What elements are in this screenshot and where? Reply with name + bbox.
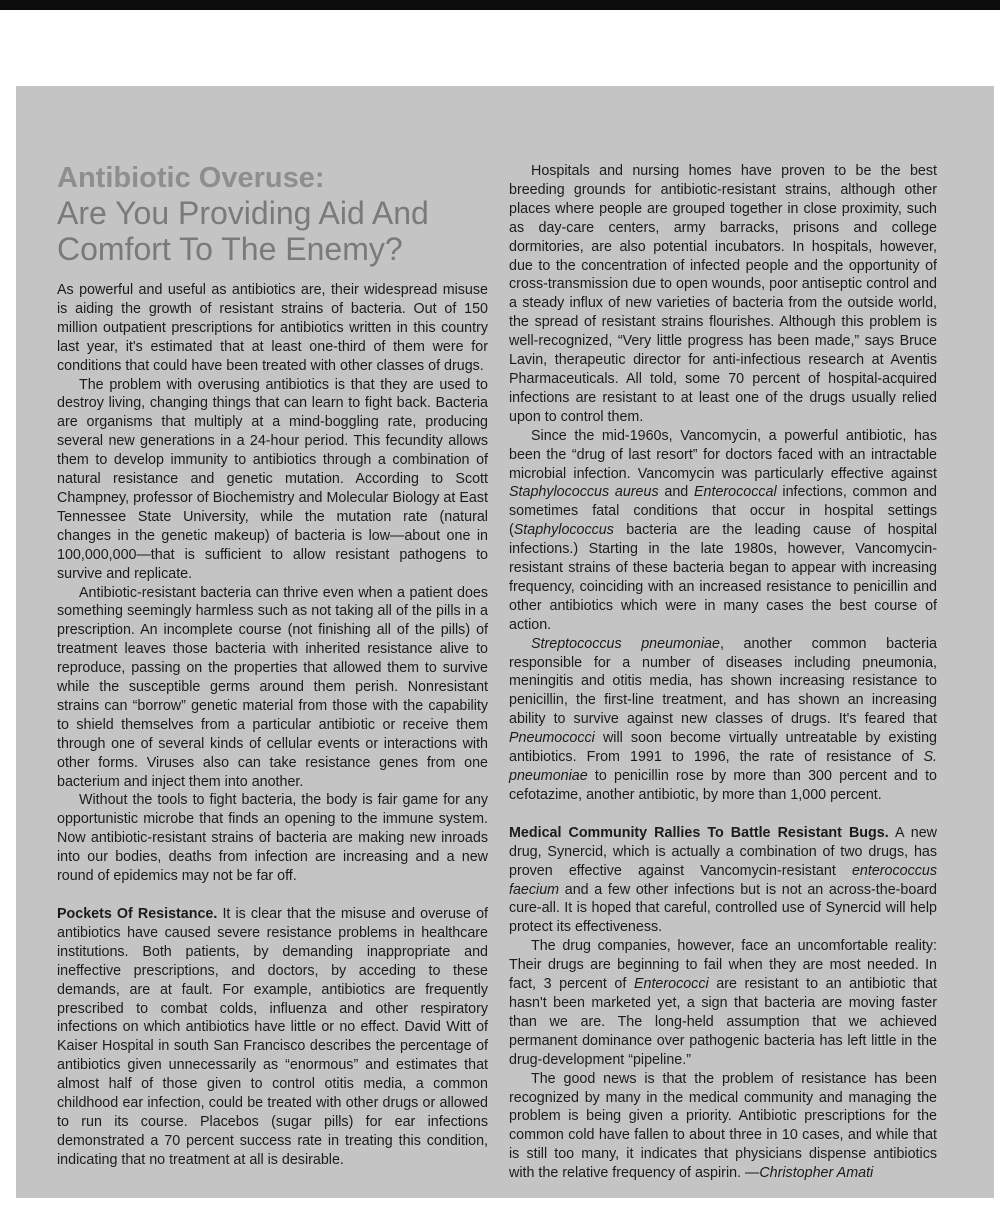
headline-line-1: Are You Providing Aid And [57,195,429,231]
text-run: The good news is that the problem of resistance has been recognized by many in the medical community and managing the problem is being given a priority. Antibiotic prescriptions for the common cold have fallen to about three in 10 cases, and while that is still too many, it indicates that physicians dispense antibiotics with the relative frequency of aspirin. [509,1070,937,1182]
body-paragraph: Antibiotic-resistant bacteria can thrive even when a patient does something seemingly harmless such as not taking all of the pills in a prescription. An incomplete course (not finishing all of the pills) of treatment leaves those bacteria with inherited resistance alive to reproduce, passing on the properties that allowed them to survive while the susceptible germs around them perish. Nonresistant strains can “borrow” genetic material from those with the capability to shield themselves from a particular antibiotic or receive them through one of several kinds of cellular events or interactions with other forms. Viruses also can take resistance genes from one bacterium and inject them into another. [57,584,488,790]
text-run: Since the mid-1960s, Vancomycin, a powerful antibiotic, has been the “drug of last resort” for doctors faced with an intractable microbial infection. Vancomycin was particularly effective against [509,427,937,482]
species-name: S. pneumoniae [509,749,937,784]
left-column [57,86,488,1170]
article-sheet [16,86,994,1198]
article-kicker: Antibiotic Overuse: [57,162,325,194]
body-paragraph [509,635,937,805]
species-name: Enterococci [633,976,709,993]
article-headline [57,195,488,267]
text-run: will soon become virtually untreatable by existing antibiotics. From 1991 to 1996, the rate of resistance of [509,730,937,766]
text-run: to penicillin rose by more than 300 percent and to cefotazime, another antibiotic, by more than 1,000 percent. [509,768,937,803]
body-paragraph [509,427,937,635]
species-name: Streptococcus pneumoniae [531,635,720,652]
pockets-heading: Pockets Of Resistance. [57,906,218,922]
medical-section-paragraph [509,824,937,937]
author-signature: —Christopher Amati [745,1165,874,1182]
text-run: bacteria are the leading cause of hospital infections.) Starting in the late 1980s, however, Vancomycin-resistant strains of these bacteria began to appear with increasing frequency, coinciding with an increased resistance to penicillin and other antibiotics which were in many cases the best course of action. [509,522,937,633]
text-run: and [664,484,689,501]
body-paragraph: The problem with overusing antibiotics is that they are used to destroy living, changing things that can learn to fight back. Bacteria are organisms that multiply at a mind-boggling rate, producing several new generations in a 24-hour period. This fecundity allows them to develop immunity to antibiotics through a combination of natural resistance and genetic mutation. According to Scott Champney, professor of Biochemistry and Molecular Biology at East Tennessee State University, while the mutation rate (natural changes in the genetic makeup) of bacteria is low—about one in 100,000,000—that is sufficient to allow resistant pathogens to survive and replicate. [57,376,488,582]
text-run: infections, common and sometimes fatal conditions that occur in hospital settings ( [509,484,937,539]
text-run: are resistant to an antibiotic that hasn't been marketed yet, a sign that bacteria are moving faster than we are. The long-held assumption that we achieved permanent dominance over pathogenic bacteria has left little in the drug-development “pipeline.” [509,976,937,1068]
right-column [509,162,937,1183]
intro-paragraph: As powerful and useful as antibiotics are, their widespread misuse is aiding the growth of resistant strains of bacteria. Out of 150 million outpatient prescriptions for antibiotics written in this country last year, it's estimated that at least one-third of them were for conditions that could have been treated with other classes of drugs. [57,282,488,374]
body-paragraph: Without the tools to fight bacteria, the body is fair game for any opportunistic microbe that finds an opening to the immune system. Now antibiotic-resistant strains of bacteria are making new inroads into our bodies, deaths from infection are increasing and a new round of epidemics may not be far off. [57,792,488,885]
body-paragraph: Hospitals and nursing homes have proven to be the best breeding grounds for antibiotic-resistant strains, although other places where people are grouped together in close proximity, such as day-care centers, army barracks, prisons and college dormitories, are also potential incubators. In hospitals, however, due to the concentration of infected people and the opportunity of cross-transmission due to open wounds, poor antiseptic control and a steady influx of new varieties of bacteria from the outside world, the spread of resistant strains flourishes. Although this problem is well-recognized, “Very little progress has been made,” says Bruce Lavin, therapeutic director for anti-infectious research at Aventis Pharmaceuticals. All told, some 70 percent of hospital-acquired infections are resistant to at least one of the drugs usually relied upon to control them. [509,163,937,425]
scan-top-border [0,0,1000,10]
text-run: , another common bacteria responsible for a number of diseases including pneumonia, meningitis and otitis media, has shown increasing resistance to penicillin, the first-line treatment, and has shown an increasing ability to survive against new classes of drugs. It's feared that [509,635,938,728]
text-run: A new drug, Synercid, which is actually a combination of two drugs, has proven effective against Vancomycin-resistant [509,824,937,879]
text-run: The drug companies, however, face an uncomfortable reality: Their drugs are beginning to fail when they are most needed. In fact, 3 percent of [509,938,937,993]
pockets-text: It is clear that the misuse and overuse of antibiotics have caused severe resistance problems in healthcare institutions. Both patients, by demanding inappropriate and ineffective prescriptions, and doctors, by acceding to these demands, are at fault. For example, antibiotics are frequently prescribed to combat colds, influenza and other respiratory infections on which antibiotics have little or no effect. David Witt of Kaiser Hospital in south San Francisco describes the percentage of antibiotics given unnecessarily as “enormous” and estimates that almost half of those given to control otitis media, a common childhood ear infection, could be treated with other drugs or allowed to run its course. Placebos (sugar pills) for ear infections demonstrated a 70 percent success rate in treating this condition, indicating that no treatment at all is desirable. [57,906,488,1168]
body-paragraph [509,937,937,1069]
text-run: and a few other infections but is not an across-the-board cure-all. It is hoped that careful, controlled use of Synercid will help protect its effectiveness. [509,881,937,936]
species-name: Staphylococcus aureus [509,484,659,501]
medical-heading: Medical Community Rallies To Battle Resistant Bugs. [509,824,889,841]
pockets-section-paragraph [57,905,488,1170]
species-name: Staphylococcus [513,522,614,539]
closing-paragraph [509,1070,937,1183]
species-name: enterococcus faecium [509,862,937,898]
species-name: Pneumococci [509,730,595,747]
species-name: Enterococcal [694,484,777,501]
headline-line-2: Comfort To The Enemy? [57,231,403,267]
